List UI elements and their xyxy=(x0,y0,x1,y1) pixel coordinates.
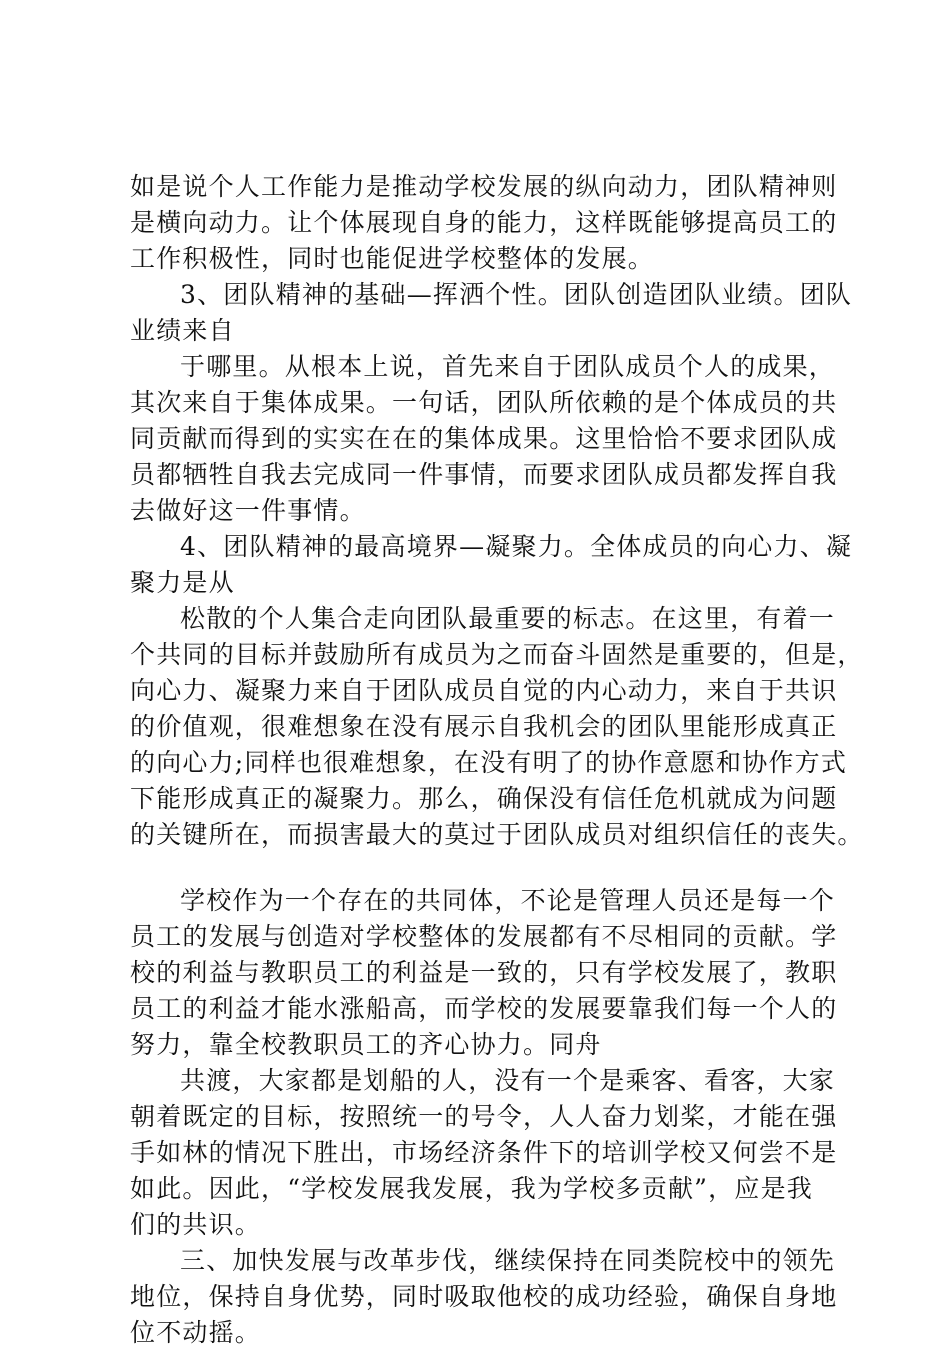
text-line: 努力，靠全校教职员工的齐心协力。同舟 xyxy=(130,1030,602,1059)
text-line: 于哪里。从根本上说，首先来自于团队成员个人的成果， xyxy=(180,352,836,381)
text-line: 是横向动力。让个体展现自身的能力，这样既能够提高员工的 xyxy=(130,208,838,237)
text-line: 的关键所在，而损害最大的莫过于团队成员对组织信任的丧失。 xyxy=(130,820,864,849)
text-line: 手如林的情况下胜出，市场经济条件下的培训学校又何尝不是 xyxy=(130,1138,838,1167)
text-line: 同贡献而得到的实实在在的集体成果。这里恰恰不要求团队成 xyxy=(130,424,838,453)
text-line: 聚力是从 xyxy=(130,568,235,597)
text-line: 朝着既定的目标，按照统一的号令，人人奋力划桨，才能在强 xyxy=(130,1102,838,1131)
text-line: 校的利益与教职员工的利益是一致的，只有学校发展了，教职 xyxy=(130,958,838,987)
text-line: 如是说个人工作能力是推动学校发展的纵向动力，团队精神则 xyxy=(130,172,838,201)
text-line: 地位，保持自身优势，同时吸取他校的成功经验，确保自身地 xyxy=(130,1282,838,1311)
text-line: 3、团队精神的基础—挥洒个性。团队创造团队业绩。团队 xyxy=(180,280,853,309)
text-line: 的价值观，很难想象在没有展示自我机会的团队里能形成真正 xyxy=(130,712,838,741)
text-line: 松散的个人集合走向团队最重要的标志。在这里，有着一 xyxy=(180,604,836,633)
text-line: 三、加快发展与改革步伐，继续保持在同类院校中的领先 xyxy=(180,1246,836,1275)
text-line: 其次来自于集体成果。一句话，团队所依赖的是个体成员的共 xyxy=(130,388,838,417)
text-line: 共渡，大家都是划船的人，没有一个是乘客、看客，大家 xyxy=(180,1066,836,1095)
text-line: 业绩来自 xyxy=(130,316,235,345)
text-line: 向心力、凝聚力来自于团队成员自觉的内心动力，来自于共识 xyxy=(130,676,838,705)
text-line: 员工的发展与创造对学校整体的发展都有不尽相同的贡献。学 xyxy=(130,922,838,951)
text-line: 4、团队精神的最高境界—凝聚力。全体成员的向心力、凝 xyxy=(180,532,853,561)
text-line: 下能形成真正的凝聚力。那么，确保没有信任危机就成为问题 xyxy=(130,784,838,813)
text-line: 工作积极性，同时也能促进学校整体的发展。 xyxy=(130,244,655,273)
text-line: 如此。因此，“学校发展我发展，我为学校多贡献”，应是我 xyxy=(130,1174,813,1203)
text-line: 员工的利益才能水涨船高，而学校的发展要靠我们每一个人的 xyxy=(130,994,838,1023)
text-line: 员都牺牲自我去完成同一件事情，而要求团队成员都发挥自我 xyxy=(130,460,838,489)
text-line: 位不动摇。 xyxy=(130,1318,262,1347)
text-line: 去做好这一件事情。 xyxy=(130,496,366,525)
text-line: 的向心力;同样也很难想象，在没有明了的协作意愿和协作方式 xyxy=(130,748,848,777)
text-line: 个共同的目标并鼓励所有成员为之而奋斗固然是重要的，但是， xyxy=(130,640,864,669)
text-line: 学校作为一个存在的共同体，不论是管理人员还是每一个 xyxy=(180,886,836,915)
text-line: 们的共识。 xyxy=(130,1210,262,1239)
